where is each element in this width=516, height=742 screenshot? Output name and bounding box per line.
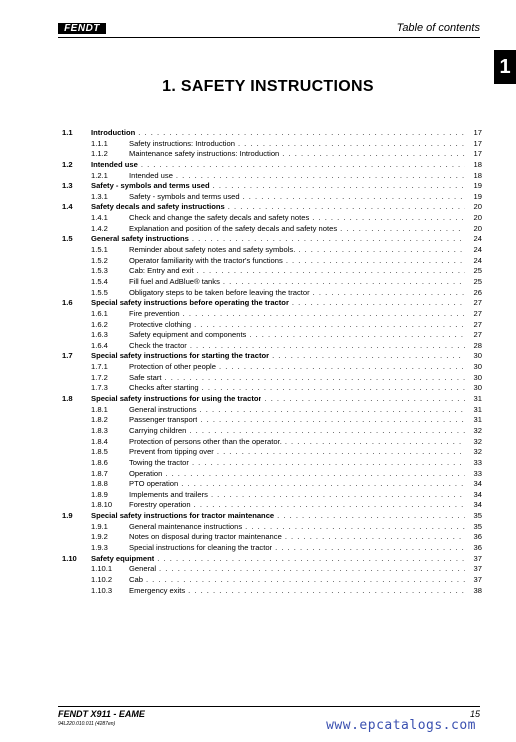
toc-title: Special safety instructions for tractor maintenance <box>91 511 275 521</box>
toc-dot-leader <box>200 415 465 426</box>
toc-page-number: 17 <box>473 128 482 137</box>
toc-dot-leader <box>157 554 465 565</box>
toc-page-number: 24 <box>473 245 482 255</box>
toc-page-number: 19 <box>473 181 482 191</box>
toc-subsection-row[interactable] <box>62 171 482 182</box>
toc-page-number: 33 <box>473 457 482 467</box>
toc-subsection-row[interactable] <box>62 586 482 597</box>
toc-dot-leader <box>264 394 465 405</box>
toc-subsection-row[interactable] <box>62 192 482 203</box>
toc-subsection-row[interactable] <box>62 139 482 150</box>
toc-page-number: 32 <box>473 447 482 457</box>
toc-dot-leader <box>285 437 465 448</box>
toc-title: Maintenance safety instructions: Introduction <box>129 149 280 159</box>
toc-number: 1.2.1 <box>91 170 108 180</box>
toc-page-number: 18 <box>473 170 482 180</box>
toc-title: General <box>129 564 157 574</box>
toc-dot-leader <box>243 192 465 203</box>
toc-subsection-row[interactable] <box>62 309 482 320</box>
toc-title: Safe start <box>129 372 162 382</box>
toc-dot-leader <box>165 373 466 384</box>
toc-number: 1.4 <box>62 202 73 212</box>
footer-model: FENDT X911 - EAME <box>58 709 145 719</box>
toc-number: 1.4.2 <box>91 223 108 233</box>
toc-dot-leader <box>197 266 465 277</box>
toc-dot-leader <box>272 351 465 362</box>
page-title: 1. SAFETY INSTRUCTIONS <box>162 78 374 95</box>
toc-page-number: 37 <box>473 564 482 574</box>
toc-page-number: 28 <box>473 340 482 350</box>
toc-title: Obligatory steps to be taken before leaving the tractor <box>129 287 310 297</box>
toc-number: 1.7 <box>62 351 73 361</box>
toc-number: 1.5.4 <box>91 276 108 286</box>
toc-dot-leader <box>192 458 465 469</box>
toc-number: 1.6 <box>62 298 73 308</box>
toc-title: Operation <box>129 468 163 478</box>
toc-title: Introduction <box>91 128 136 137</box>
toc-number: 1.9.1 <box>91 521 108 531</box>
toc-page-number: 25 <box>473 266 482 276</box>
toc-page-number: 36 <box>473 542 482 552</box>
toc-subsection-row[interactable] <box>62 320 482 331</box>
toc-number: 1.5.3 <box>91 266 108 276</box>
toc-page-number: 31 <box>473 415 482 425</box>
toc-page-number: 32 <box>473 425 482 435</box>
toc-dot-leader <box>340 224 465 235</box>
toc-section-row[interactable] <box>62 181 482 192</box>
toc-page-number: 26 <box>473 287 482 297</box>
toc-number: 1.5.1 <box>91 245 108 255</box>
toc-title: Cab: Entry and exit <box>129 266 194 276</box>
toc-dot-leader <box>285 532 465 543</box>
toc-subsection-row[interactable] <box>62 383 482 394</box>
table-of-contents <box>62 128 482 596</box>
toc-number: 1.8.1 <box>91 404 108 414</box>
toc-number: 1.6.3 <box>91 330 108 340</box>
toc-dot-leader <box>190 341 465 352</box>
toc-number: 1.6.1 <box>91 308 108 318</box>
toc-title: Safety - symbols and terms used <box>91 181 210 191</box>
toc-page-number: 27 <box>473 308 482 318</box>
toc-page-number: 34 <box>473 500 482 510</box>
toc-dot-leader <box>192 234 465 245</box>
toc-subsection-row[interactable] <box>62 373 482 384</box>
toc-page-number: 35 <box>473 511 482 521</box>
toc-subsection-row[interactable] <box>62 277 482 288</box>
toc-dot-leader <box>141 160 465 171</box>
toc-title: Protection of persons other than the operator. <box>129 436 282 446</box>
toc-dot-leader <box>194 500 465 511</box>
toc-page-number: 38 <box>473 585 482 595</box>
toc-number: 1.10.3 <box>91 585 113 595</box>
toc-subsection-row[interactable] <box>62 426 482 437</box>
toc-page-number: 37 <box>473 574 482 584</box>
toc-page-number: 19 <box>473 191 482 201</box>
toc-number: 1.9.2 <box>91 532 108 542</box>
toc-dot-leader <box>238 139 465 150</box>
toc-page-number: 20 <box>473 223 482 233</box>
toc-dot-leader <box>217 447 465 458</box>
toc-title: Implements and trailers <box>129 489 208 499</box>
footer-divider <box>58 706 480 707</box>
toc-title: Towing the tractor <box>129 457 189 467</box>
toc-number: 1.8 <box>62 394 73 404</box>
toc-title: Protection of other people <box>129 362 216 372</box>
toc-subsection-row[interactable] <box>62 458 482 469</box>
toc-page-number: 33 <box>473 468 482 478</box>
toc-page-number: 18 <box>473 159 482 169</box>
toc-section-row[interactable] <box>62 394 482 405</box>
toc-subsection-row[interactable] <box>62 405 482 416</box>
toc-title: Notes on disposal during tractor maintenance <box>129 532 282 542</box>
toc-number: 1.1.1 <box>91 138 108 148</box>
toc-subsection-row[interactable] <box>62 213 482 224</box>
toc-number: 1.8.6 <box>91 457 108 467</box>
toc-title: Reminder about safety notes and safety symbols. <box>129 245 296 255</box>
toc-title: Checks after starting <box>129 383 199 393</box>
toc-subsection-row[interactable] <box>62 362 482 373</box>
toc-number: 1.3.1 <box>91 191 108 201</box>
toc-subsection-row[interactable] <box>62 341 482 352</box>
toc-subsection-row[interactable] <box>62 415 482 426</box>
toc-section-row[interactable] <box>62 234 482 245</box>
toc-title: Fire prevention <box>129 308 180 318</box>
toc-dot-leader <box>146 575 465 586</box>
toc-number: 1.1 <box>62 128 73 137</box>
toc-subsection-row[interactable] <box>62 330 482 341</box>
toc-section-row[interactable] <box>62 128 482 139</box>
toc-dot-leader <box>223 277 465 288</box>
toc-number: 1.5.5 <box>91 287 108 297</box>
toc-page-number: 27 <box>473 330 482 340</box>
toc-subsection-row[interactable] <box>62 575 482 586</box>
toc-number: 1.10.1 <box>91 564 113 574</box>
toc-title: Protective clothing <box>129 319 192 329</box>
toc-page-number: 24 <box>473 234 482 244</box>
toc-dot-leader <box>181 479 465 490</box>
header-divider <box>58 37 480 38</box>
toc-number: 1.10 <box>62 553 77 563</box>
toc-page-number: 17 <box>473 138 482 148</box>
toc-section-row[interactable] <box>62 554 482 565</box>
toc-dot-leader <box>249 330 465 341</box>
toc-number: 1.7.3 <box>91 383 108 393</box>
toc-title: Explanation and position of the safety decals and safety notes <box>129 223 338 233</box>
toc-subsection-row[interactable] <box>62 447 482 458</box>
toc-page-number: 31 <box>473 394 482 404</box>
toc-dot-leader <box>275 543 465 554</box>
toc-subsection-row[interactable] <box>62 500 482 511</box>
toc-dot-leader <box>219 362 465 373</box>
toc-dot-leader <box>286 256 465 267</box>
toc-subsection-row[interactable] <box>62 532 482 543</box>
toc-page-number: 36 <box>473 532 482 542</box>
toc-dot-leader <box>200 405 465 416</box>
toc-page-number: 27 <box>473 298 482 308</box>
toc-title: General safety instructions <box>91 234 189 244</box>
toc-title: General maintenance instructions <box>129 521 243 531</box>
toc-page-number: 30 <box>473 362 482 372</box>
toc-subsection-row[interactable] <box>62 543 482 554</box>
toc-page-number: 31 <box>473 404 482 414</box>
toc-dot-leader <box>202 383 465 394</box>
toc-title: Carrying children <box>129 425 187 435</box>
toc-subsection-row[interactable] <box>62 437 482 448</box>
toc-dot-leader <box>211 490 465 501</box>
toc-number: 1.4.1 <box>91 213 108 223</box>
toc-number: 1.2 <box>62 159 73 169</box>
toc-title: General instructions <box>129 404 197 414</box>
toc-number: 1.8.7 <box>91 468 108 478</box>
watermark-link[interactable]: www.epcatalogs.com <box>326 718 476 733</box>
toc-page-number: 35 <box>473 521 482 531</box>
toc-page-number: 27 <box>473 319 482 329</box>
footer-page-number: 15 <box>469 709 480 719</box>
toc-subsection-row[interactable] <box>62 149 482 160</box>
toc-dot-leader <box>213 181 465 192</box>
toc-page-number: 30 <box>473 372 482 382</box>
toc-section-row[interactable] <box>62 298 482 309</box>
fendt-logo: FENDT <box>58 23 106 34</box>
toc-page-number: 34 <box>473 489 482 499</box>
toc-title: Intended use <box>129 170 173 180</box>
toc-number: 1.7.1 <box>91 362 108 372</box>
toc-title: Operator familiarity with the tractor's functions <box>129 255 283 265</box>
toc-title: Special safety instructions for starting the tractor <box>91 351 270 361</box>
toc-number: 1.7.2 <box>91 372 108 382</box>
toc-page-number: 20 <box>473 202 482 212</box>
toc-title: Cab <box>129 574 143 584</box>
toc-subsection-row[interactable] <box>62 469 482 480</box>
toc-number: 1.8.4 <box>91 436 108 446</box>
toc-page-number: 25 <box>473 276 482 286</box>
toc-page-number: 30 <box>473 383 482 393</box>
toc-subsection-row[interactable] <box>62 288 482 299</box>
toc-dot-leader <box>245 522 465 533</box>
toc-page-number: 30 <box>473 351 482 361</box>
toc-page-number: 37 <box>473 553 482 563</box>
toc-dot-leader <box>165 469 465 480</box>
toc-number: 1.5.2 <box>91 255 108 265</box>
toc-subsection-row[interactable] <box>62 266 482 277</box>
toc-subsection-row[interactable] <box>62 490 482 501</box>
toc-title: Safety instructions: Introduction <box>129 138 235 148</box>
toc-number: 1.8.2 <box>91 415 108 425</box>
toc-subsection-row[interactable] <box>62 245 482 256</box>
toc-title: Prevent from tipping over <box>129 447 214 457</box>
toc-subsection-row[interactable] <box>62 224 482 235</box>
toc-dot-leader <box>277 511 465 522</box>
toc-title: Forestry operation <box>129 500 191 510</box>
header-section-title: Table of contents <box>396 22 480 34</box>
toc-dot-leader <box>298 245 465 256</box>
toc-dot-leader <box>176 171 465 182</box>
toc-subsection-row[interactable] <box>62 522 482 533</box>
toc-dot-leader <box>313 288 465 299</box>
toc-dot-leader <box>282 149 465 160</box>
toc-subsection-row[interactable] <box>62 256 482 267</box>
toc-subsection-row[interactable] <box>62 564 482 575</box>
toc-dot-leader <box>183 309 465 320</box>
toc-number: 1.9 <box>62 511 73 521</box>
toc-title: Safety equipment and components <box>129 330 247 340</box>
toc-title: Special safety instructions for using the tractor <box>91 394 262 404</box>
toc-page-number: 24 <box>473 255 482 265</box>
toc-section-row[interactable] <box>62 202 482 213</box>
toc-number: 1.10.2 <box>91 574 113 584</box>
toc-title: PTO operation <box>129 479 179 489</box>
toc-subsection-row[interactable] <box>62 479 482 490</box>
toc-section-row[interactable] <box>62 511 482 522</box>
toc-number: 1.8.5 <box>91 447 108 457</box>
toc-title: Safety - symbols and terms used <box>129 191 240 201</box>
toc-number: 1.8.10 <box>91 500 113 510</box>
toc-dot-leader <box>189 426 465 437</box>
toc-number: 1.9.3 <box>91 542 108 552</box>
footer-doc-number: 94L220.010.011 (4287en) <box>58 721 116 727</box>
toc-number: 1.5 <box>62 234 73 244</box>
toc-dot-leader <box>312 213 465 224</box>
toc-page-number: 20 <box>473 213 482 223</box>
toc-number: 1.8.3 <box>91 425 108 435</box>
toc-title: Check the tractor <box>129 340 187 350</box>
toc-dot-leader <box>292 298 465 309</box>
toc-title: Intended use <box>91 159 138 169</box>
toc-title: Emergency exits <box>129 585 186 595</box>
toc-section-row[interactable] <box>62 160 482 171</box>
toc-dot-leader <box>188 586 465 597</box>
toc-title: Passenger transport <box>129 415 198 425</box>
toc-number: 1.6.2 <box>91 319 108 329</box>
toc-number: 1.1.2 <box>91 149 108 159</box>
toc-title: Safety equipment <box>91 553 155 563</box>
toc-title: Special instructions for cleaning the tractor <box>129 542 273 552</box>
toc-dot-leader <box>228 202 465 213</box>
toc-title: Safety decals and safety instructions <box>91 202 225 212</box>
toc-number: 1.8.8 <box>91 479 108 489</box>
toc-title: Fill fuel and AdBlue® tanks <box>129 276 220 286</box>
toc-dot-leader <box>138 128 465 139</box>
toc-title: Special safety instructions before operating the tractor <box>91 298 289 308</box>
toc-dot-leader <box>159 564 465 575</box>
toc-page-number: 32 <box>473 436 482 446</box>
toc-dot-leader <box>194 320 465 331</box>
toc-page-number: 17 <box>473 149 482 159</box>
toc-title: Check and change the safety decals and safety notes <box>129 213 310 223</box>
toc-page-number: 34 <box>473 479 482 489</box>
toc-number: 1.6.4 <box>91 340 108 350</box>
toc-number: 1.3 <box>62 181 73 191</box>
toc-section-row[interactable] <box>62 351 482 362</box>
chapter-tab: 1 <box>494 50 516 84</box>
toc-number: 1.8.9 <box>91 489 108 499</box>
